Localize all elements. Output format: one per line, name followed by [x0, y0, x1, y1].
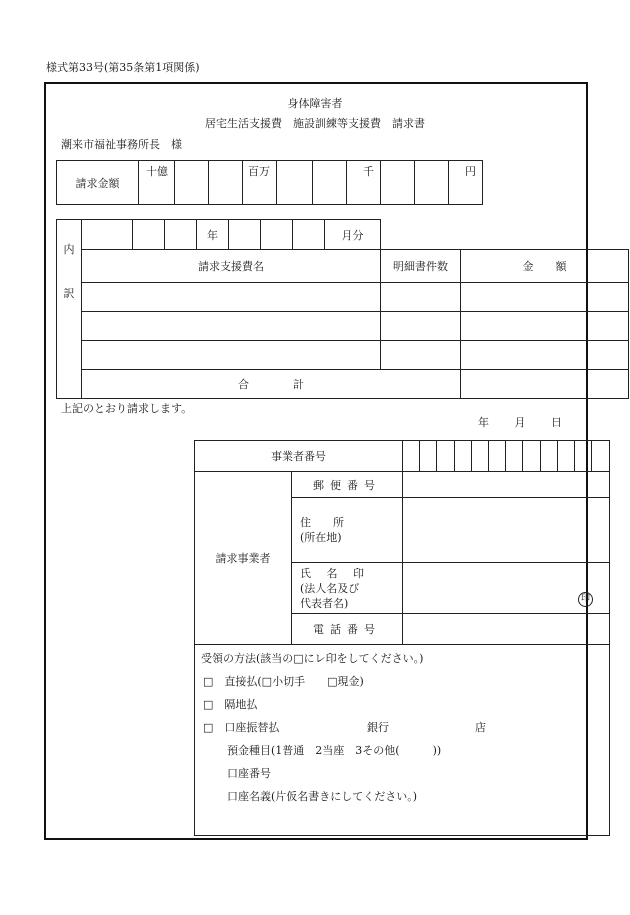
form-title-line1: 身体障害者 [287, 97, 343, 110]
account-number-label: 口座番号 [227, 767, 271, 780]
breakdown-side-label [57, 220, 82, 399]
month-label: 月分 [325, 220, 381, 250]
breakdown-side-bottom: 訳 [63, 287, 75, 300]
amount-digit[interactable] [277, 161, 313, 205]
row-amount-cell[interactable] [461, 283, 629, 312]
col-header-name: 請求支援費名 [82, 250, 381, 283]
payment-method-section [195, 645, 610, 836]
amount-table [56, 160, 517, 205]
row-amount-cell[interactable] [461, 312, 629, 341]
form-title-line2: 居宅生活支援費 施設訓練等支援費 請求書 [205, 117, 425, 130]
amount-unit-thousand: 千 [347, 161, 381, 205]
address-label-cell [292, 498, 403, 563]
row-name-cell[interactable] [82, 283, 381, 312]
row-count-cell[interactable] [381, 312, 461, 341]
year-digit[interactable] [165, 220, 197, 250]
amount-spacer [483, 161, 517, 205]
amount-unit-yen: 円 [449, 161, 483, 205]
address-input[interactable] [403, 498, 610, 563]
form-number: 様式第33号(第35条第1項関係) [46, 61, 200, 74]
amount-digit[interactable] [381, 161, 415, 205]
provider-number-digit[interactable] [541, 441, 558, 472]
phone-label: 電話番号 [292, 614, 403, 645]
request-statement: 上記のとおり請求します。 [61, 402, 193, 415]
amount-digit[interactable] [175, 161, 209, 205]
address-label: 住 所 [300, 516, 344, 529]
postal-label: 郵便番号 [292, 472, 403, 498]
name-input[interactable] [403, 563, 610, 614]
applicant-table [194, 440, 610, 836]
provider-number-digit[interactable] [437, 441, 455, 472]
payment-remote-option[interactable]: □ 隔地払 [203, 698, 258, 711]
addressee: 潮来市福祉事務所長 様 [61, 138, 182, 151]
address-sub-label: (所在地) [300, 531, 342, 544]
name-label-cell [292, 563, 403, 614]
provider-number-digit[interactable] [472, 441, 489, 472]
month-digit[interactable] [229, 220, 261, 250]
name-label: 氏 名 印 [300, 566, 370, 580]
year-digit[interactable] [82, 220, 133, 250]
breakdown-table [56, 219, 629, 399]
month-digit[interactable] [293, 220, 325, 250]
provider-number-digit[interactable] [489, 441, 506, 472]
breakdown-blank [381, 220, 629, 250]
seal-mark: 印 [578, 592, 593, 607]
total-label: 合 計 [82, 370, 461, 399]
provider-number-label: 事業者番号 [195, 441, 403, 472]
row-name-cell[interactable] [82, 341, 381, 370]
amount-label: 請求金額 [57, 161, 139, 205]
provider-number-digit[interactable] [420, 441, 437, 472]
year-label: 年 [197, 220, 229, 250]
col-header-count: 明細書件数 [381, 250, 461, 283]
provider-number-digit[interactable] [455, 441, 472, 472]
amount-digit[interactable] [313, 161, 347, 205]
phone-input[interactable] [403, 614, 610, 645]
total-amount-cell[interactable] [461, 370, 629, 399]
provider-number-digit[interactable] [403, 441, 420, 472]
payment-transfer-option[interactable]: □ 口座振替払 [203, 721, 280, 734]
col-header-amount: 金 額 [461, 250, 629, 283]
payment-direct-option[interactable]: □ 直接払(□小切手 □現金) [203, 675, 364, 688]
date-line: 年 月 日 [478, 416, 562, 429]
provider-number-digit[interactable] [558, 441, 575, 472]
provider-number-digit[interactable] [506, 441, 523, 472]
account-name-label: 口座名義(片仮名書きにしてください。) [227, 790, 418, 803]
amount-digit[interactable] [209, 161, 243, 205]
provider-number-digit[interactable] [523, 441, 541, 472]
amount-unit-million: 百万 [243, 161, 277, 205]
name-sub-label1: (法人名及び [300, 581, 360, 595]
deposit-type: 預金種目(1普通 2当座 3その他( )) [227, 744, 442, 757]
amount-unit-billion: 十億 [139, 161, 175, 205]
provider-number-digit[interactable] [592, 441, 610, 472]
amount-digit[interactable] [415, 161, 449, 205]
breakdown-side-top: 内 [63, 243, 75, 256]
branch-label: 店 [475, 721, 486, 734]
row-name-cell[interactable] [82, 312, 381, 341]
row-count-cell[interactable] [381, 283, 461, 312]
row-amount-cell[interactable] [461, 341, 629, 370]
provider-number-digit[interactable] [575, 441, 592, 472]
name-sub-label2: 代表者名) [300, 596, 349, 610]
claimant-label: 請求事業者 [195, 472, 292, 645]
postal-input[interactable] [403, 472, 610, 498]
row-count-cell[interactable] [381, 341, 461, 370]
bank-label: 銀行 [367, 721, 389, 734]
month-digit[interactable] [261, 220, 293, 250]
payment-heading: 受領の方法(該当の□にレ印をしてください。) [201, 652, 424, 665]
year-digit[interactable] [133, 220, 165, 250]
